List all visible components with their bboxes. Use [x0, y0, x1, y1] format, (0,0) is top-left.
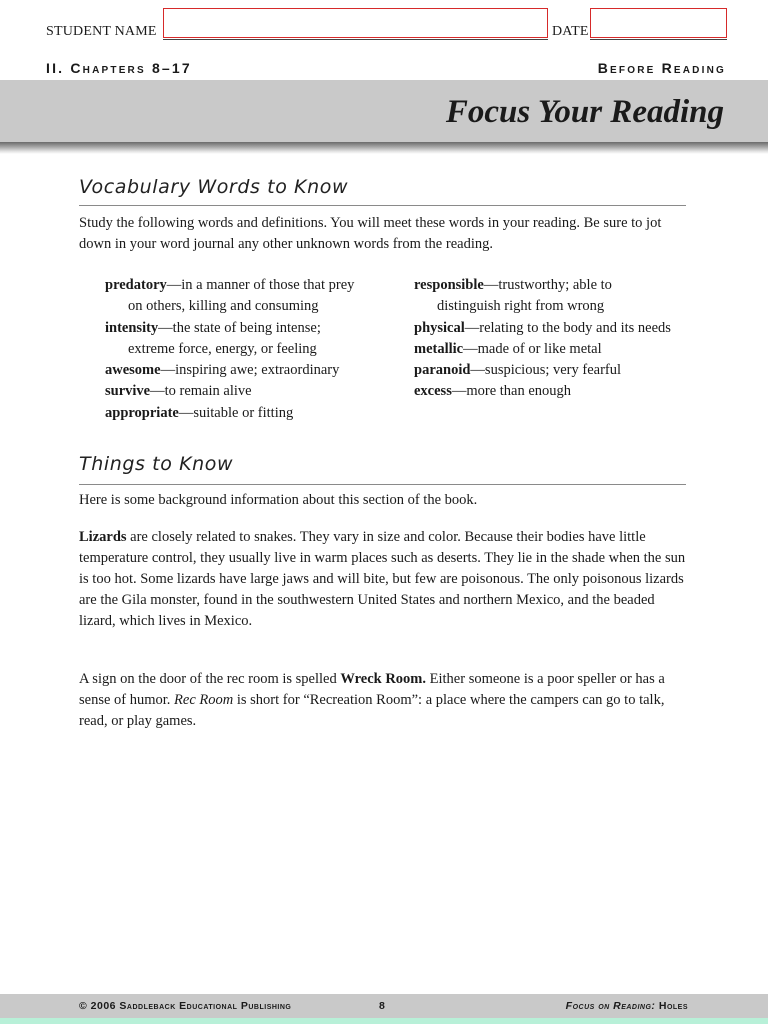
student-header — [46, 22, 726, 44]
page-title: Focus Your Reading — [445, 94, 724, 130]
wreck-room-paragraph: A sign on the door of the rec room is spelled Wreck Room. Either someone is a poor speller or has a sense of humor. Rec Room is short for “Recreation Room”: a place where the campers can go to talk, read, or play games. — [79, 671, 665, 729]
vocabulary-heading: Vocabulary Words to Know — [79, 176, 349, 198]
vocab-entry: appropriate—suitable or fitting — [105, 404, 294, 421]
date-underline — [590, 39, 727, 40]
bottom-strip — [0, 1018, 768, 1024]
vocabulary-intro: Study the following words and definitions. You will meet these words in your reading. Be sure to jot down in your word journal any other unknown words from the reading. — [79, 215, 662, 252]
page-footer — [0, 994, 768, 1018]
stage-label: Before Reading — [597, 60, 726, 76]
vocab-entry: responsible—trustworthy; able to — [414, 277, 612, 293]
page-number: 8 — [379, 1000, 386, 1012]
vocabulary-rule — [79, 205, 686, 206]
vocab-entry: physical—relating to the body and its needs — [414, 319, 671, 336]
book-title: Focus on Reading: Holes — [565, 1000, 688, 1012]
things-intro: Here is some background information about this section of the book. — [79, 492, 478, 508]
vocab-left-column — [105, 275, 395, 424]
section-row — [46, 60, 726, 80]
copyright-text: © 2006 Saddleback Educational Publishing — [79, 1000, 292, 1012]
student-name-field[interactable] — [163, 8, 548, 38]
vocab-entry: predatory—in a manner of those that prey — [105, 277, 355, 293]
title-banner — [0, 80, 768, 142]
vocab-right-column — [414, 275, 704, 403]
date-label: DATE — [552, 24, 589, 39]
student-name-label: STUDENT NAME — [46, 24, 157, 39]
vocab-entry: paranoid—suspicious; very fearful — [414, 362, 622, 379]
student-name-underline — [163, 39, 548, 40]
vocab-entry: metallic—made of or like metal — [414, 340, 602, 357]
vocab-entry: excess—more than enough — [414, 383, 572, 400]
vocab-entry: awesome—inspiring awe; extraordinary — [105, 362, 340, 379]
banner-shadow — [0, 142, 768, 154]
date-field[interactable] — [590, 8, 727, 38]
section-label: II. Chapters 8–17 — [46, 60, 192, 76]
vocab-entry: survive—to remain alive — [105, 383, 252, 400]
vocab-entry-cont: extreme force, energy, or feeling — [128, 340, 317, 357]
vocab-entry: intensity—the state of being intense; — [105, 319, 321, 336]
vocab-entry-cont: distinguish right from wrong — [437, 298, 605, 315]
vocab-entry-cont: on others, killing and consuming — [128, 298, 319, 315]
lizards-paragraph: Lizards are closely related to snakes. They vary in size and color. Because their bodies have little temperature control, they usually live in warm places such as deserts. They lie in the shade when the sun is too hot. Some lizards have large jaws and will bite, but few are poisonous. The only poisonous lizards are the Gila monster, found in the southwestern United States and northern Mexico, and the beaded lizard, which lives in Mexico. — [79, 529, 686, 629]
things-rule — [79, 484, 686, 485]
things-heading: Things to Know — [79, 453, 234, 475]
